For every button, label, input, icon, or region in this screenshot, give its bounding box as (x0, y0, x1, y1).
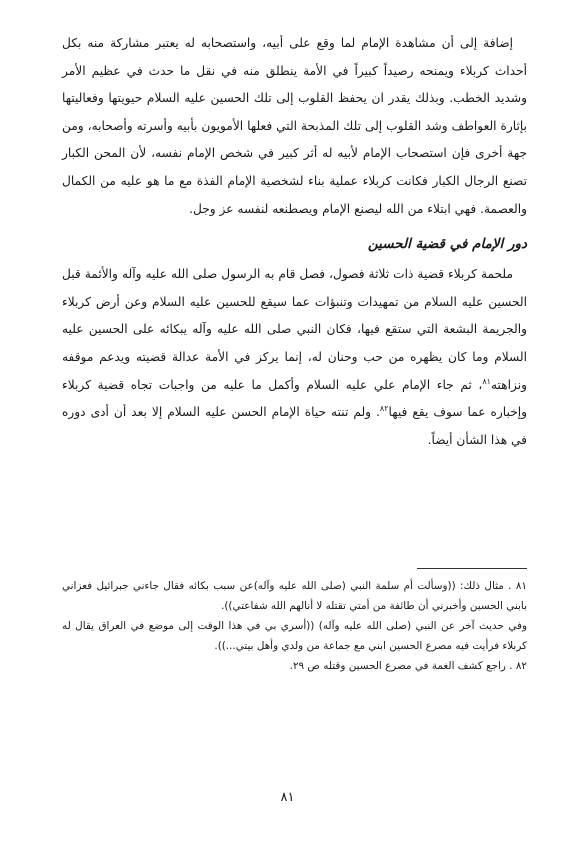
body-paragraph-2 (62, 261, 527, 454)
footnote: ٨١ . مثال ذلك: ((وسألت أم سلمة النبي (صلى الله عليه وآله)عن سبب بكائه فقال جاءني جبرائيل فعزاني بابني الحسين وأخبرني أن طائفة من أمتي تقتله لا أنالهم الله شفاعتي)). (62, 580, 527, 612)
page-body (62, 30, 528, 672)
footnote: وفي حديث آخر عن النبي (صلى الله عليه وآله) ((أسري بي في هذا الوقت إلى موضع في العراق يقال له كربلاء فرأيت فيه مصرع الحسين ابني مع جماعة من ولدي وأهل بيتي...)). (62, 620, 527, 652)
section-heading-text: دور الإمام في قضية الحسين (367, 236, 527, 253)
page-number: ٨١ (280, 790, 295, 805)
footnotes (62, 576, 527, 676)
footnote: ٨٢ . راجع كشف الغمة في مصرع الحسين وقتله ص ٢٩. (289, 660, 527, 672)
footnote-divider (417, 568, 527, 569)
section-heading (62, 231, 527, 257)
paragraph-part: ، ثم جاء الإمام علي عليه السلام وأكمل ما عليه من واجبات تجاه قضية كربلاء وإخباره عما سوف يقع فيها (62, 377, 528, 420)
body-paragraph: إضافة إلى أن مشاهدة الإمام لما وقع على أبيه، واستصحابه له يعتبر مشاركة منه بكل أحداث كربلاء ويمنحه رصيداً كبيراً في الأمة ينطلق منه في نقل ما حدث في عظيم الأمر وشديد الخطب. وبذلك يقدر ان يحفظ القلوب إلى تلك الحسين عليه السلام حيويتها وفعاليتها بإثارة العواطف وشد القلوب إلى تلك المذبحة التي فعلها الأمويون بأبيه وأسرته وأصحابه، ومن جهة أخرى فإن استصحاب الإمام لأبيه له أثر كبير في شخص الإمام نفسه، لأن المحن الكبار تصنع الرجال الكبار فكانت كربلاء عملية بناء لشخصية الإمام الفذة مع ما هو عليه من الكمال والعصمة. فهي ابتلاء من الله ليصنع الإمام ويصطنعه لنفسه عز وجل. (62, 36, 527, 216)
paragraph-part: ملحمة كربلاء قضية ذات ثلاثة فصول، فصل قام به الرسول صلى الله عليه وآله والأئمة قبل الحسين عليه السلام من تمهيدات وتنبؤات عما سيقع للحسين عليه السلام وعن أرض كربلاء والجريمة البشعة التي ستقع فيها، فكان النبي صلى الله عليه وآله يبكائه على الحسين عليه السلام وما كان يظهره من حب وحنان له، إنما يركز في الأمة عدالة قضيته ويدعم موقفه ونزاهته (62, 267, 527, 392)
footnote-ref[interactable]: ٨٢ (379, 404, 389, 414)
paragraph-part: . ولم تنته حياة الإمام الحسن عليه السلام إلا بعد أن أدى دوره في هذا الشأن أيضاً. (62, 405, 527, 447)
footnote-ref[interactable]: ٨١ (482, 376, 491, 386)
